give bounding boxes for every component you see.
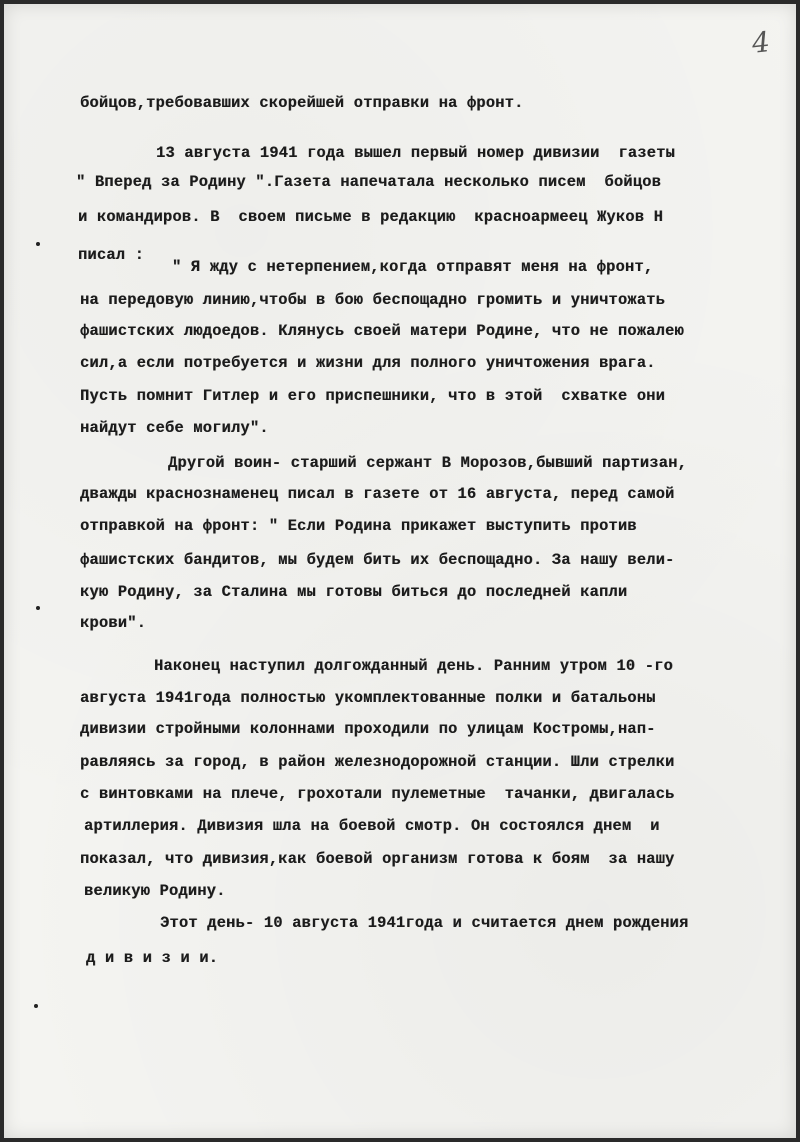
text-line: Другой воин- старший сержант В Морозов,бывший партизан, [168, 454, 687, 472]
text-line: Пусть помнит Гитлер и его приспешники, что в этой схватке они [80, 387, 666, 405]
punch-hole-mark [36, 242, 40, 246]
text-line: Этот день- 10 августа 1941года и считается днем рождения [160, 914, 689, 932]
text-line: д и в и з и и. [86, 949, 219, 967]
text-line: писал : [78, 246, 145, 264]
text-line: найдут себе могилу". [80, 419, 269, 437]
text-line: равляясь за город, в район железнодорожной станции. Шли стрелки [80, 753, 675, 771]
text-line: сил,а если потребуется и жизни для полного уничтожения врага. [80, 354, 656, 372]
text-line: и командиров. В своем письме в редакцию красноармеец Жуков Н [78, 208, 664, 226]
text-line: с винтовками на плече, грохотали пулеметные тачанки, двигалась [80, 785, 675, 803]
text-line: " Я жду с нетерпением,когда отправят меня на фронт, [172, 258, 654, 276]
text-line: фашистских людоедов. Клянусь своей матери Родине, что не пожалею [80, 322, 684, 340]
punch-hole-mark [34, 1004, 38, 1008]
text-line: кую Родину, за Сталина мы готовы биться до последней капли [80, 583, 628, 601]
punch-hole-mark [36, 606, 40, 610]
text-line: августа 1941года полностью укомплектованные полки и батальоны [80, 689, 656, 707]
text-line: отправкой на фронт: " Если Родина прикажет выступить против [80, 517, 637, 535]
text-line: дивизии стройными колоннами проходили по улицам Костромы,нап- [80, 720, 656, 738]
page-number: 4 [750, 25, 772, 60]
text-line: показал, что дивизия,как боевой организм готова к боям за нашу [80, 850, 675, 868]
text-line: фашистских бандитов, мы будем бить их беспощадно. За нашу вели- [80, 551, 675, 569]
text-line: бойцов,требовавших скорейшей отправки на фронт. [80, 94, 524, 112]
text-line: 13 августа 1941 года вышел первый номер дивизии газеты [156, 144, 675, 162]
text-line: на передовую линию,чтобы в бою беспощадно громить и уничтожать [80, 291, 666, 309]
text-line: Наконец наступил долгожданный день. Ранним утром 10 -го [154, 657, 673, 675]
text-line: артиллерия. Дивизия шла на боевой смотр. Он состоялся днем и [84, 817, 660, 835]
text-line: великую Родину. [84, 882, 226, 900]
text-line: " Вперед за Родину ".Газета напечатала несколько писем бойцов [76, 173, 662, 191]
text-line: крови". [80, 614, 147, 632]
document-page [4, 4, 796, 1138]
text-line: дважды краснознаменец писал в газете от 16 августа, перед самой [80, 485, 675, 503]
